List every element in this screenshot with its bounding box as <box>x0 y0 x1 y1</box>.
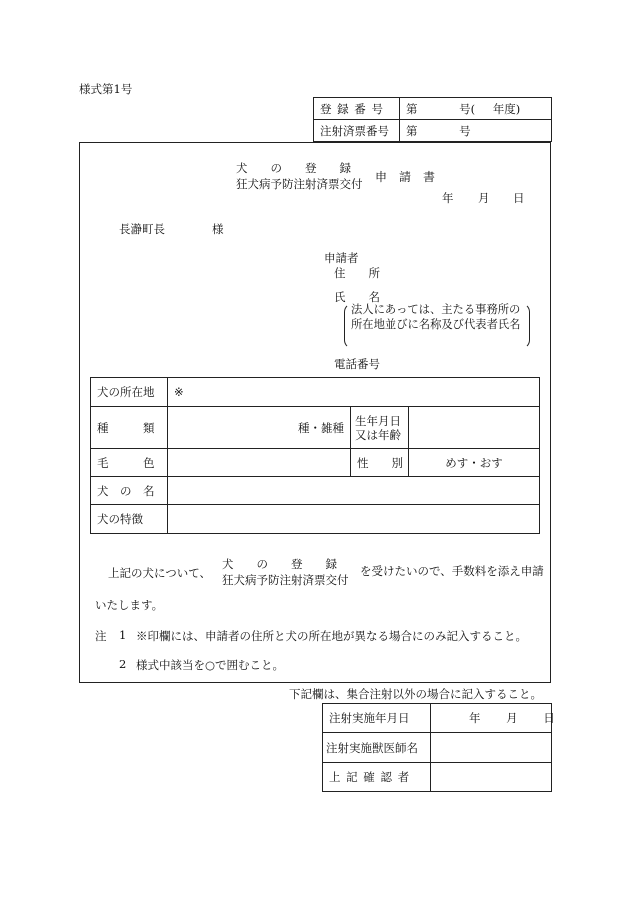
registration-number-field[interactable] <box>400 98 552 120</box>
confirmer-field[interactable] <box>431 763 552 792</box>
confirmer-label: 上 記 確 認 者 <box>323 763 431 792</box>
birth-field[interactable] <box>409 407 540 449</box>
statement-mid-line-2: 狂犬病予防注射済票交付 <box>222 573 349 587</box>
dog-features-field[interactable] <box>168 505 540 534</box>
addressee-name: 長瀞町長 <box>119 222 165 236</box>
injection-record-table <box>322 703 555 792</box>
registration-number-label: 登 録 番 号 <box>314 98 400 120</box>
sex-options: めす・おす <box>445 455 503 470</box>
applicant-address-label: 住 所 <box>334 266 380 280</box>
reg-prefix: 第 <box>406 101 418 116</box>
note-2-number: 2 <box>119 657 127 671</box>
note-1-number: 1 <box>119 628 127 642</box>
registration-number-table <box>313 97 552 142</box>
form-number: 様式第1号 <box>79 82 133 96</box>
sex-field[interactable] <box>409 449 540 477</box>
breed-field[interactable] <box>168 407 351 449</box>
statement-continuation: いたします。 <box>95 598 164 612</box>
injection-tag-number-label: 注射済票番号 <box>314 120 400 142</box>
birth-label-line-1: 生年月日 <box>355 413 401 428</box>
title-line-2: 狂犬病予防注射済票交付 <box>236 177 363 191</box>
date-day[interactable]: 日 <box>513 191 525 205</box>
injection-year: 年 <box>469 711 481 725</box>
dog-name-field[interactable] <box>168 477 540 505</box>
date-year[interactable]: 年 <box>442 191 454 205</box>
dog-features-label: 犬の特徴 <box>91 505 168 534</box>
title-line-1: 犬 の 登 録 <box>236 161 351 175</box>
dog-name-label: 犬 の 名 <box>91 477 168 505</box>
dog-location-label: 犬の所在地 <box>91 378 168 407</box>
injection-date-field[interactable] <box>431 704 555 733</box>
coat-color-label: 毛 色 <box>91 449 168 477</box>
injection-month: 月 <box>506 711 518 725</box>
birth-label-line-2: 又は年齢 <box>355 427 401 442</box>
injection-tag-number-field[interactable] <box>400 120 552 142</box>
statement-prefix: 上記の犬について、 <box>108 566 212 580</box>
breed-label: 種 類 <box>91 407 168 449</box>
note-label: 注 <box>95 629 107 643</box>
inj-prefix: 第 <box>406 123 418 138</box>
applicant-name-label: 氏 名 <box>334 290 380 304</box>
injection-day: 日 <box>543 711 555 725</box>
coat-color-field[interactable] <box>168 449 351 477</box>
birth-label <box>351 407 409 449</box>
injection-date-label: 注射実施年月日 <box>323 704 431 733</box>
note-1-text: ※印欄には、申請者の住所と犬の所在地が異なる場合にのみ記入すること。 <box>136 629 527 643</box>
veterinarian-name-label: 注射実施獣医師名 <box>323 733 431 763</box>
statement-suffix: を受けたいので、手数料を添え申請 <box>360 564 544 578</box>
applicant-phone-label: 電話番号 <box>334 357 380 371</box>
note-2-text: 様式中該当を○で囲むこと。 <box>136 658 285 672</box>
sex-label: 性 別 <box>351 449 409 477</box>
addressee-honorific: 様 <box>212 222 224 236</box>
date-month[interactable]: 月 <box>478 191 490 205</box>
breed-options: 種・雑種 <box>298 420 344 435</box>
reg-suffix: 号( <box>459 101 476 116</box>
dog-location-field[interactable] <box>168 378 540 407</box>
inj-suffix: 号 <box>459 123 471 138</box>
applicant-heading: 申請者 <box>324 251 359 265</box>
lower-section-heading: 下記欄は、集合注射以外の場合に記入すること。 <box>289 687 542 701</box>
dog-info-table <box>90 377 540 534</box>
title-suffix: 申 請 書 <box>375 170 436 184</box>
reference-mark: ※ <box>174 385 184 399</box>
statement-mid-line-1: 犬 の 登 録 <box>222 557 337 571</box>
corporate-note: 法人にあっては、主たる事務所の所在地並びに名称及び代表者氏名 <box>351 303 521 331</box>
veterinarian-name-field[interactable] <box>431 733 552 763</box>
reg-year: 年度) <box>492 101 521 116</box>
